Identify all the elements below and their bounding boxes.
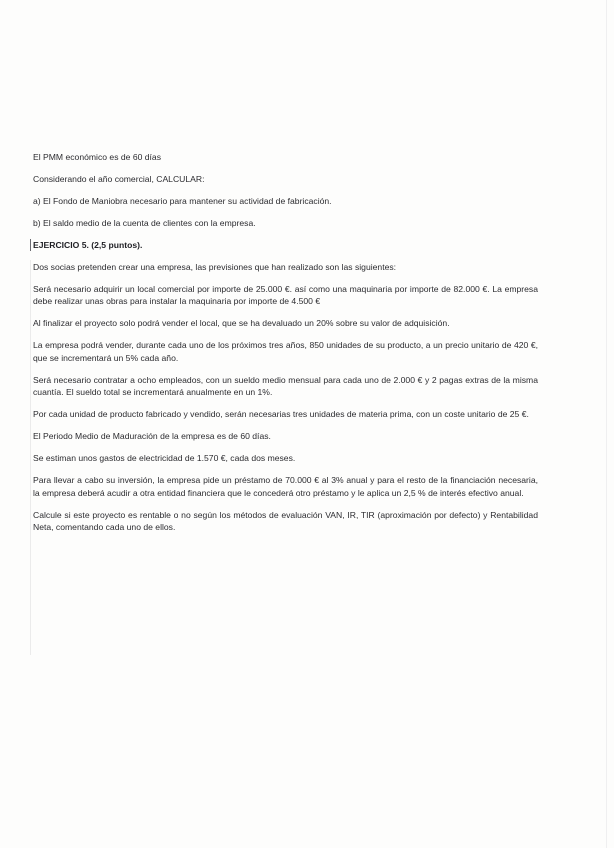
exercise-intro: Dos socias pretenden crear una empresa, las previsiones que han realizado son las siguientes: xyxy=(33,262,397,272)
scan-edge-mark xyxy=(30,260,31,655)
pmm-statement: El PMM económico es de 60 días xyxy=(33,152,162,162)
electricidad-paragraph: Se estiman unos gastos de electricidad de 1.570 €, cada dos meses. xyxy=(33,453,296,464)
exercise-heading: EJERCICIO 5. (2,5 puntos). xyxy=(30,239,538,251)
local-maquinaria-paragraph: Será necesario adquirir un local comercial por importe de 25.000 €. así como una maquinaria por importe de 82.000 €. La empresa debe realizar unas obras para instalar la maquinaria por importe de 4.500 € xyxy=(33,284,538,307)
venta-local-paragraph: Al finalizar el proyecto solo podrá vender el local, que se ha devaluado un 20% sobre su valor de adquisición. xyxy=(33,318,450,329)
question-a: a) El Fondo de Maniobra necesario para mantener su actividad de fabricación. xyxy=(33,196,332,206)
scan-edge-mark xyxy=(606,0,607,848)
calcular-instruction: Considerando el año comercial, CALCULAR: xyxy=(33,174,205,184)
periodo-medio-paragraph: El Periodo Medio de Maduración de la empresa es de 60 días. xyxy=(33,431,271,442)
financiacion-paragraph: Para llevar a cabo su inversión, la empresa pide un préstamo de 70.000 € al 3% anual y para el resto de la financiación necesaria, la empresa deberá acudir a otra entidad financiera que le concederá otro préstamo y le aplica un 2,5 % de interés efectivo anual. xyxy=(33,475,538,498)
document-body xyxy=(33,151,538,543)
calcule-paragraph: Calcule si este proyecto es rentable o no según los métodos de evaluación VAN, IR, TIR (aproximación por defecto) y Rentabilidad Neta, comentando cada uno de ellos. xyxy=(33,509,538,533)
empleados-paragraph: Será necesario contratar a ocho empleados, con un sueldo medio mensual para cada uno de 2.000 € y 2 pagas extras de la misma cuantía. El sueldo total se incrementará anualmente en un 1%. xyxy=(33,374,538,398)
ventas-paragraph: La empresa podrá vender, durante cada uno de los próximos tres años, 850 unidades de su producto, a un precio unitario de 420 €, que se incrementará un 5% cada año. xyxy=(33,340,538,363)
materia-prima-paragraph: Por cada unidad de producto fabricado y vendido, serán necesarias tres unidades de materia prima, con un coste unitario de 25 €. xyxy=(33,409,529,420)
question-b: b) El saldo medio de la cuenta de clientes con la empresa. xyxy=(33,218,256,228)
